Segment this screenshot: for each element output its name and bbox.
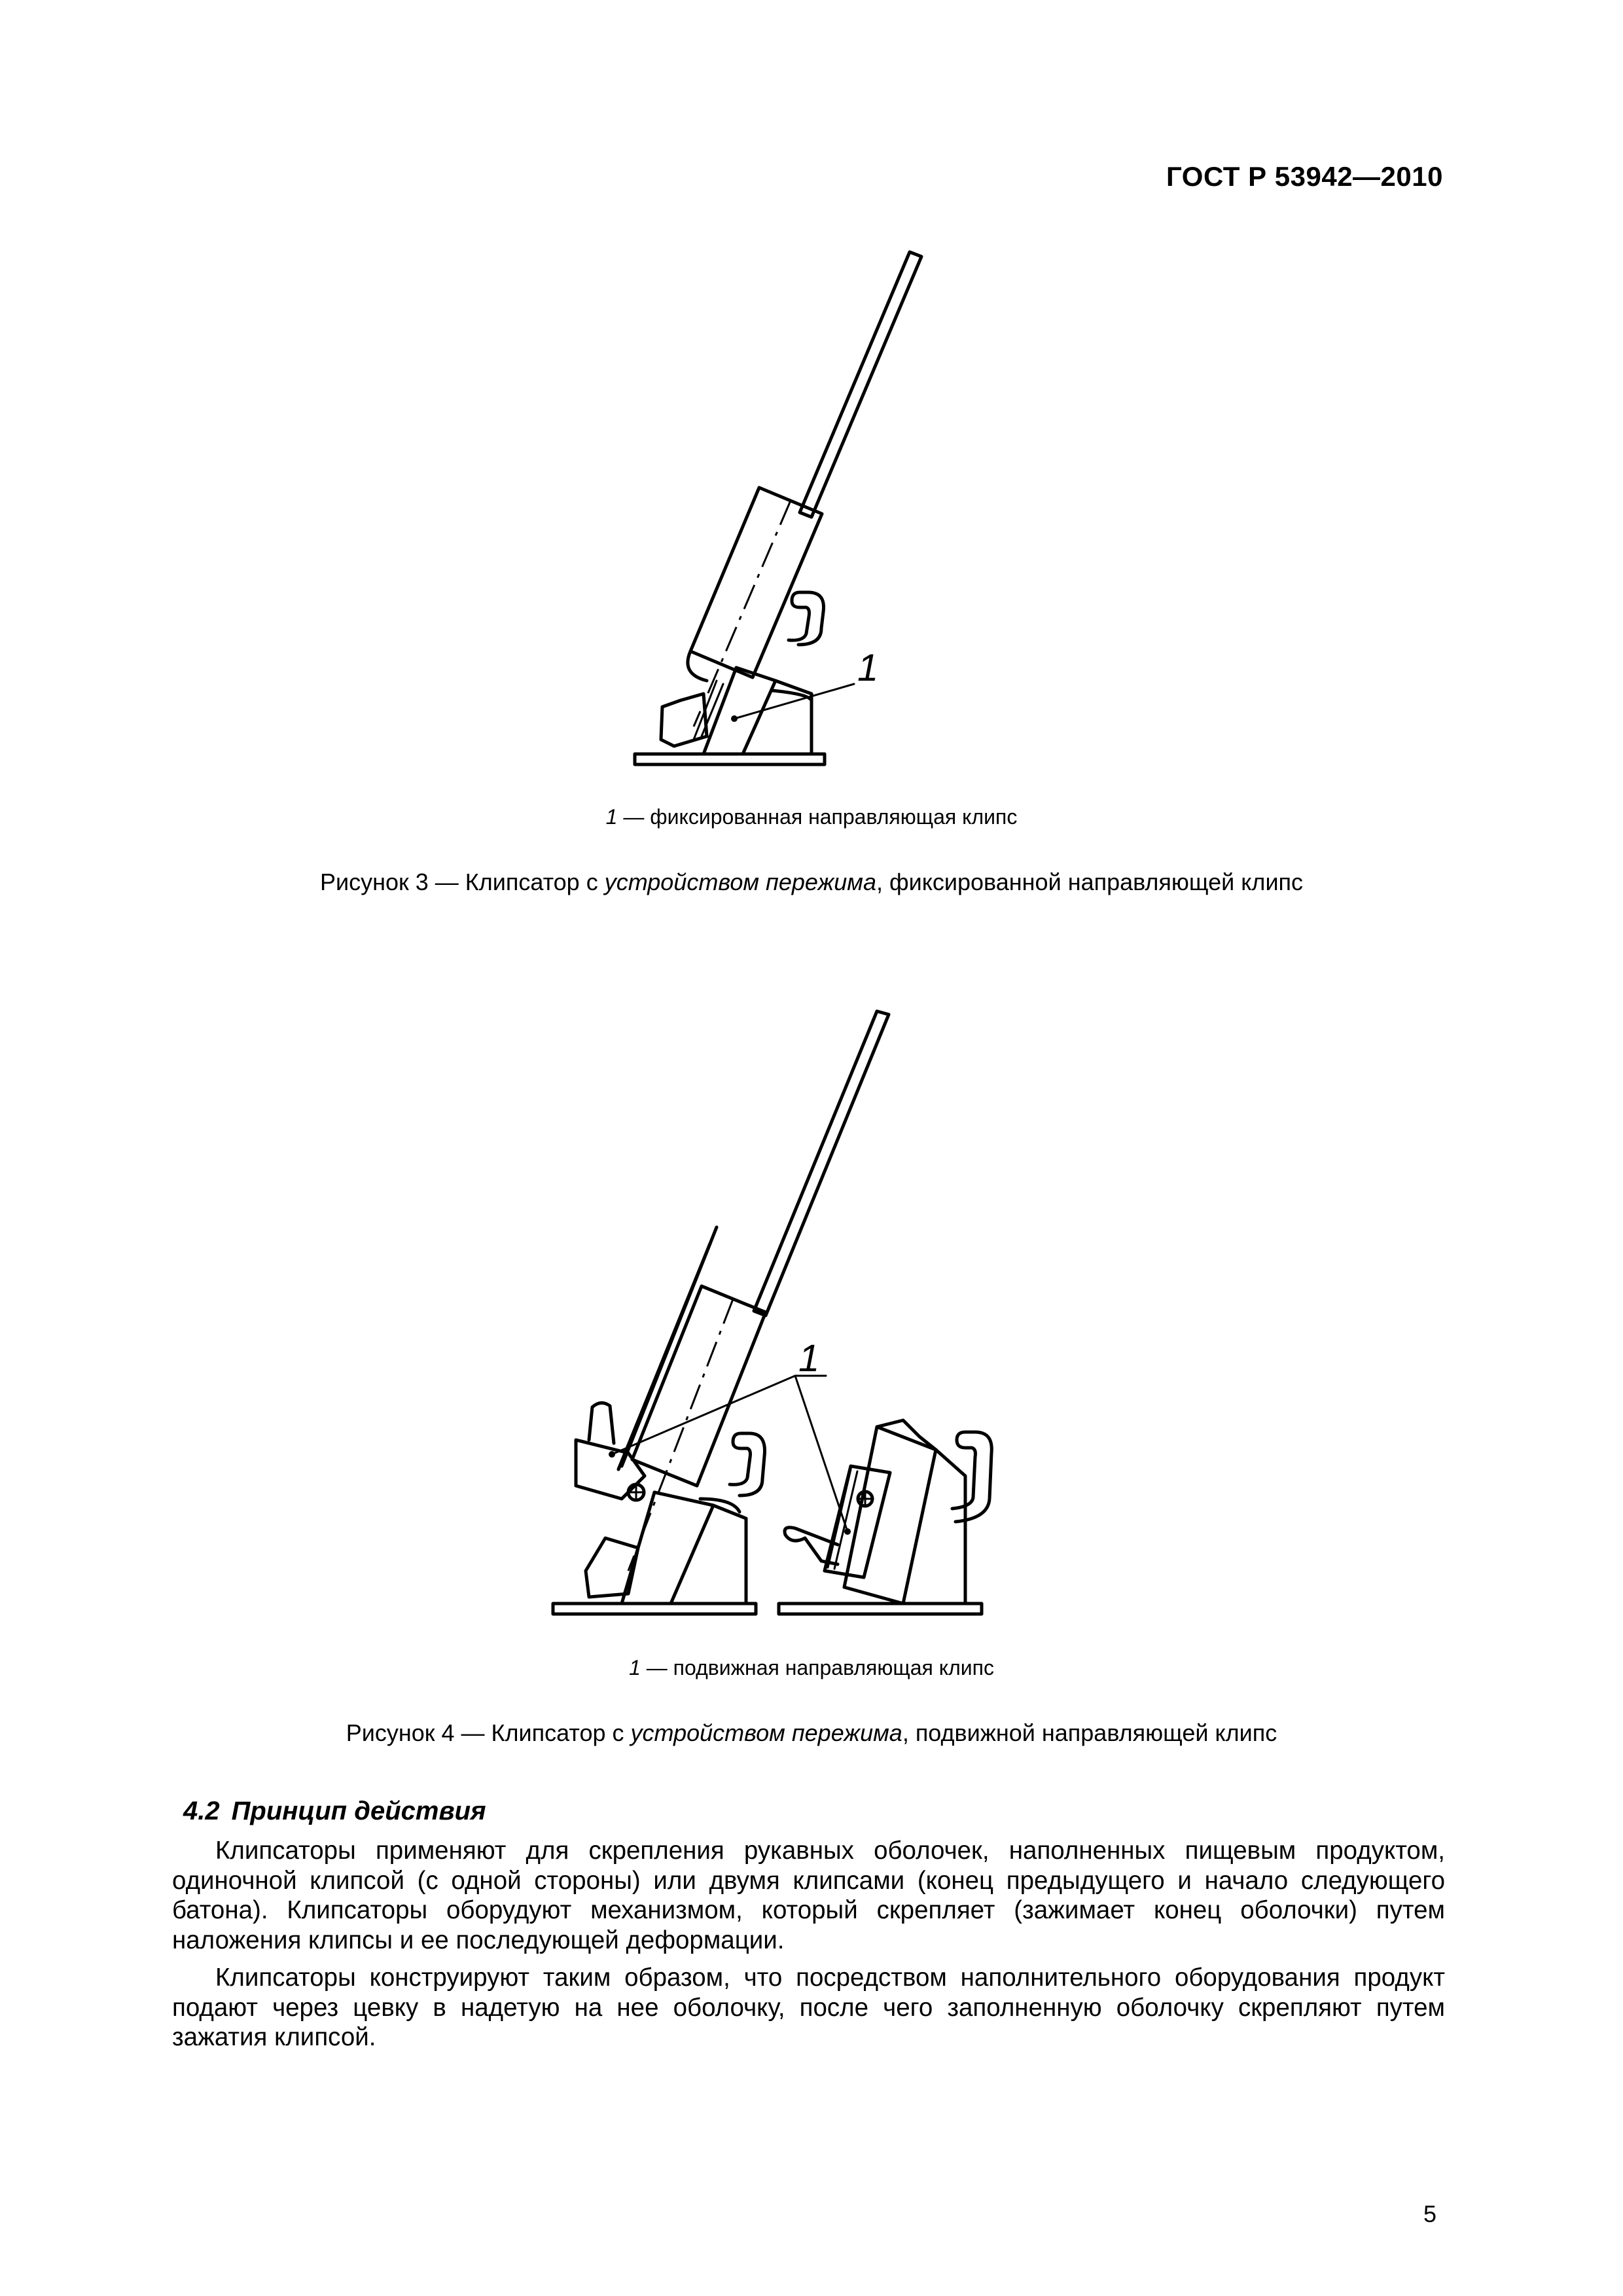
legend-number: 1 <box>605 805 618 829</box>
base-plate-right <box>779 1604 982 1614</box>
document-header: ГОСТ Р 53942—2010 <box>1166 161 1443 192</box>
figure-4-caption: Рисунок 4 — Клипсатор с устройством пережима, подвижной направляющей клипс <box>346 1719 1277 1746</box>
section-body <box>172 1836 1445 2053</box>
clip-block <box>661 651 707 746</box>
clip-block <box>576 1440 645 1499</box>
page-number: 5 <box>1423 2200 1436 2227</box>
figure-3-legend <box>0 805 1623 829</box>
callout-leader-right <box>795 1376 847 1532</box>
right-handle <box>952 1432 991 1522</box>
legend-text: — подвижная направляющая клипс <box>640 1656 994 1679</box>
paragraph-2: Клипсаторы конструируют таким образом, что посредством наполнительного оборудования продукт подают через цевку в надетую на нее оболочку, после чего заполненную оболочку скрепляют путем зажатия клипсой. <box>172 1964 1445 2051</box>
figure-4-callout: 1 <box>798 1337 820 1380</box>
section-title <box>183 1797 486 1826</box>
legend-text: — фиксированная направляющая клипс <box>617 805 1018 829</box>
figure-4-legend <box>0 1656 1623 1680</box>
filling-rod <box>800 252 921 517</box>
figure-4-drawing <box>0 988 1623 1623</box>
support <box>700 1499 746 1604</box>
figure-3-drawing <box>0 236 1623 772</box>
right-support <box>936 1450 965 1604</box>
cylinder-body <box>690 488 822 677</box>
paragraph-1: Клипсаторы применяют для скрепления рукавных оболочек, наполненных пищевым продуктом, одиночной клипсой (с одной стороны) или двумя клипсами (конец предыдущего и начало следующего батона). Клипсаторы оборудуют механизмом, который скрепляет (зажимает конец оболочки) путем наложения клипсы и ее последующей деформации. <box>172 1837 1445 1954</box>
section-heading: Принцип действия <box>231 1797 486 1825</box>
figure-3-callout: 1 <box>857 647 879 689</box>
clip-lever <box>589 1403 614 1443</box>
section-number: 4.2 <box>183 1797 220 1825</box>
figure-3-caption: Рисунок 3 — Клипсатор с устройством пережима, фиксированной направляющей клипс <box>319 869 1304 895</box>
filling-rod <box>754 1011 889 1316</box>
handle <box>730 1433 765 1496</box>
handle <box>789 592 824 645</box>
legend-number: 1 <box>629 1656 641 1679</box>
support <box>772 681 812 754</box>
